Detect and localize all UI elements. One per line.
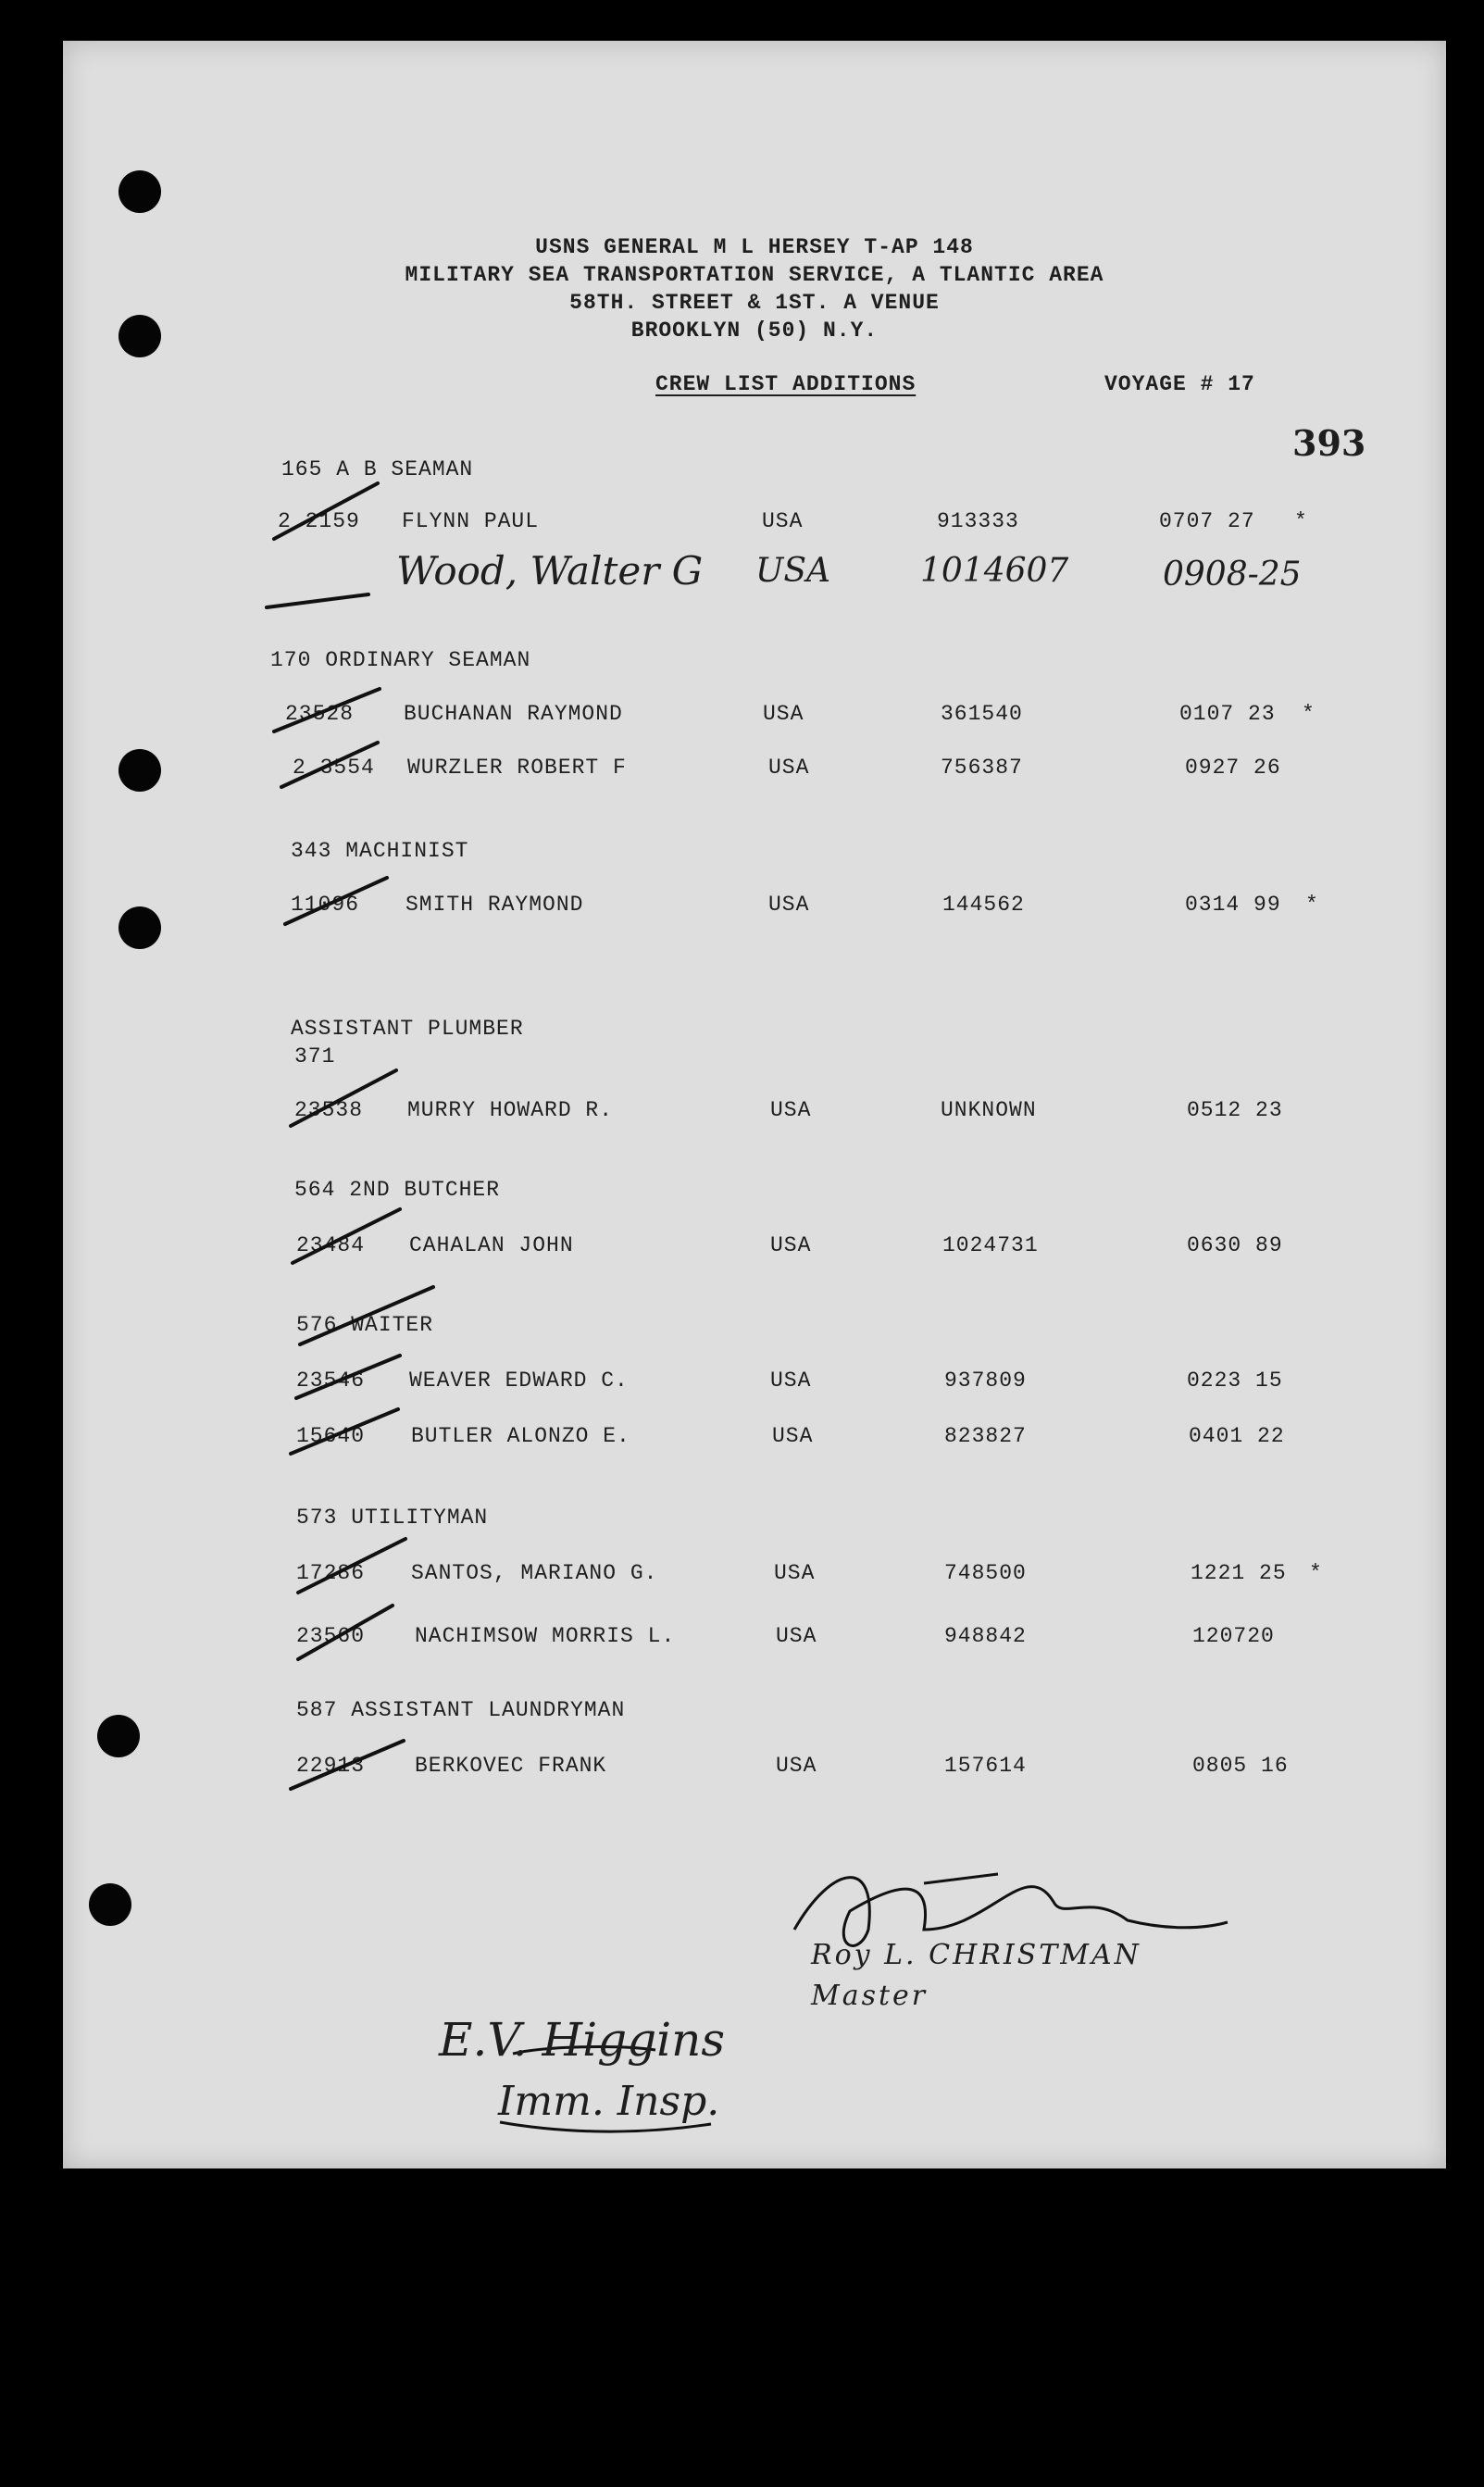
punch-hole <box>118 749 161 792</box>
crew-number: 22913 <box>296 1754 366 1778</box>
crew-birth-date: 0927 26 <box>1185 756 1281 780</box>
crew-birth-date: 1221 25 <box>1191 1561 1287 1585</box>
street-address: 58TH. STREET & 1ST. A VENUE <box>569 291 940 315</box>
punch-hole <box>118 906 161 949</box>
crew-birth-date: 120720 <box>1192 1624 1275 1648</box>
crew-number: 2 2159 <box>278 509 360 533</box>
crew-document-number: 144562 <box>942 893 1025 917</box>
section-heading: 573 UTILITYMAN <box>296 1506 489 1530</box>
crew-number: 23538 <box>294 1098 364 1122</box>
section-heading: 564 2ND BUTCHER <box>294 1178 501 1202</box>
punch-hole <box>97 1715 140 1757</box>
status-mark: * <box>1305 893 1319 917</box>
inspector-signature: E.V. Higgins <box>439 2013 726 2067</box>
crew-document-number: 748500 <box>944 1561 1027 1585</box>
crew-name: SANTOS, MARIANO G. <box>411 1561 658 1585</box>
service-name: MILITARY SEA TRANSPORTATION SERVICE, A TLANTIC AREA <box>405 263 1104 287</box>
status-mark: * <box>1294 509 1308 533</box>
crew-nationality: USA <box>770 1368 812 1393</box>
crew-nationality: USA <box>776 1624 817 1648</box>
crew-nationality: USA <box>776 1754 817 1778</box>
crew-birth-date: 0401 22 <box>1189 1424 1285 1448</box>
crew-name: WEAVER EDWARD C. <box>409 1368 629 1393</box>
section-heading: 576 WAITER <box>296 1313 434 1337</box>
section-heading: ASSISTANT PLUMBER <box>291 1017 524 1041</box>
crew-number: 23546 <box>296 1368 366 1393</box>
section-subheading: 371 <box>294 1044 336 1069</box>
crew-document-number: 157614 <box>944 1754 1027 1778</box>
crew-document-number: 948842 <box>944 1624 1027 1648</box>
crew-name: CAHALAN JOHN <box>409 1233 574 1257</box>
crew-number: 23560 <box>296 1624 366 1648</box>
crew-birth-date: 0223 15 <box>1187 1368 1283 1393</box>
section-heading: 343 MACHINIST <box>291 839 469 863</box>
section-heading: 165 A B SEAMAN <box>281 457 474 481</box>
crew-number: 11096 <box>291 893 360 917</box>
crew-number: 2 3554 <box>293 756 375 780</box>
crew-birth-date: 0805 16 <box>1192 1754 1289 1778</box>
crew-number: 23484 <box>296 1233 366 1257</box>
crew-nationality: USA <box>768 893 810 917</box>
crew-birth-date: 0314 99 <box>1185 893 1281 917</box>
crew-name: BUCHANAN RAYMOND <box>404 702 623 726</box>
crew-nationality: USA <box>768 756 810 780</box>
punch-hole <box>89 1883 131 1926</box>
crew-document-number: UNKNOWN <box>941 1098 1037 1122</box>
city-address: BROOKLYN (50) N.Y. <box>630 319 879 343</box>
handwritten-nationality: USA <box>755 552 830 590</box>
crew-name: SMITH RAYMOND <box>405 893 584 917</box>
master-signature-scrawl <box>794 1874 1228 1945</box>
crew-birth-date: 0707 27 <box>1159 509 1255 533</box>
crew-nationality: USA <box>772 1424 814 1448</box>
crew-birth-date: 0630 89 <box>1187 1233 1283 1257</box>
inspector-title: Imm. Insp. <box>498 2078 720 2125</box>
document-title: CREW LIST ADDITIONS <box>655 372 917 396</box>
crew-name: NACHIMSOW MORRIS L. <box>415 1624 676 1648</box>
crew-number: 17286 <box>296 1561 366 1585</box>
crew-document-number: 823827 <box>944 1424 1027 1448</box>
page-number: 393 <box>1292 422 1366 464</box>
crew-document-number: 937809 <box>944 1368 1027 1393</box>
ship-name: USNS GENERAL M L HERSEY T-AP 148 <box>535 235 974 259</box>
section-heading: 170 ORDINARY SEAMAN <box>270 648 531 672</box>
crew-document-number: 756387 <box>941 756 1023 780</box>
crew-number: 15640 <box>296 1424 366 1448</box>
crew-document-number: 913333 <box>937 509 1019 533</box>
crew-document-number: 1024731 <box>942 1233 1039 1257</box>
handwritten-birth-date: 0908-25 <box>1163 556 1302 594</box>
section-heading: 587 ASSISTANT LAUNDRYMAN <box>296 1698 626 1722</box>
status-mark: * <box>1309 1561 1323 1585</box>
crew-nationality: USA <box>762 509 804 533</box>
crew-number: 23528 <box>285 702 355 726</box>
crew-name: WURZLER ROBERT F <box>407 756 627 780</box>
handwritten-document-number: 1014607 <box>920 552 1069 590</box>
crew-nationality: USA <box>770 1233 812 1257</box>
crew-birth-date: 0512 23 <box>1187 1098 1283 1122</box>
crew-name: BUTLER ALONZO E. <box>411 1424 630 1448</box>
voyage-number: VOYAGE # 17 <box>1104 372 1255 396</box>
punch-hole <box>118 170 161 213</box>
crew-birth-date: 0107 23 <box>1179 702 1276 726</box>
crew-nationality: USA <box>774 1561 816 1585</box>
document-page <box>63 41 1446 2168</box>
crew-nationality: USA <box>763 702 804 726</box>
check-marks <box>267 483 433 1789</box>
crew-name: BERKOVEC FRANK <box>415 1754 607 1778</box>
crew-document-number: 361540 <box>941 702 1023 726</box>
master-title: Master <box>811 1980 929 2012</box>
handwritten-crew-name: Wood, Walter G <box>396 548 704 594</box>
crew-name: MURRY HOWARD R. <box>407 1098 614 1122</box>
crew-name: FLYNN PAUL <box>402 509 540 533</box>
status-mark: * <box>1302 702 1316 726</box>
master-signature: Roy L. CHRISTMAN <box>811 1939 1141 1971</box>
crew-nationality: USA <box>770 1098 812 1122</box>
